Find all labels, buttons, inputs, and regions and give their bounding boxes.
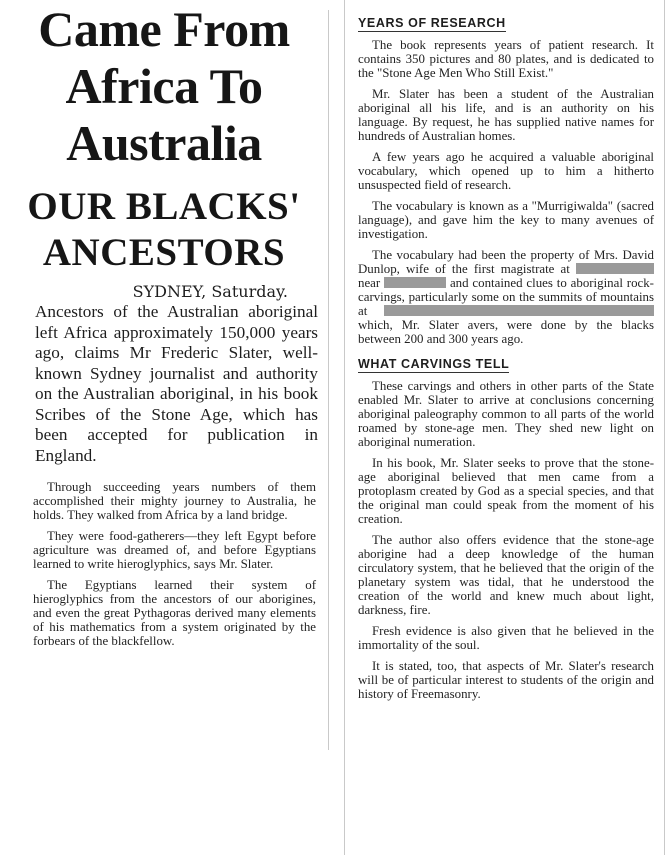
dateline: SYDNEY, Saturday. (132, 282, 288, 301)
right-column (352, 12, 664, 852)
section-heading-carvings: WHAT CARVINGS TELL (358, 357, 510, 371)
text-fragment: and contained clues to aboriginal rock-carvings, particularly some on the summits of mountains at (358, 276, 654, 318)
article-paragraph: The author also offers evidence that the stone-age aborigine had a deep knowledge of the human circulatory system, that he believed that the origin of the planetary system was tidal, that he understood the creation of the world and knew much about light, darkness, fire. (358, 533, 654, 617)
lead-paragraph: Ancestors of the Australian aboriginal left Africa approximately 150,000 years ago, claims Mr Frederic Slater, well-known Sydney journalist and authority on the Australian aboriginal, in his book Scribes of the Stone Age, which has been accepted for publication in England. (35, 302, 318, 465)
article-paragraph: In his book, Mr. Slater seeks to prove that the stone-age aboriginal believed that men came from a protoplasm created by God as a special species, and that the original man could speak from the moment of his creation. (358, 456, 654, 526)
clipping-edge-right (664, 0, 665, 855)
left-column (0, 0, 328, 760)
article-paragraph: A few years ago he acquired a valuable aboriginal vocabulary, which opened up to him a hitherto unsuspected field of research. (358, 150, 654, 192)
article-paragraph: Fresh evidence is also given that he believed in the immortality of the soul. (358, 624, 654, 652)
clipping-edge-left (328, 10, 329, 750)
clipping-edge-divider (344, 0, 345, 855)
section-heading-research: YEARS OF RESEARCH (358, 16, 506, 30)
text-fragment: The vocabulary had been the property of Mrs. David Dunlop, wife of the first magistrate at (358, 248, 654, 276)
article-paragraph: The vocabulary is known as a "Murrigiwalda" (sacred language), and gave him the key to many avenues of investigation. (358, 199, 654, 241)
article-paragraph: The book represents years of patient research. It contains 350 pictures and 80 plates, and is dedicated to the "Stone Age Men Who Still Exist." (358, 38, 654, 80)
headline: Came From Africa To Australia (38, 1, 290, 171)
article-paragraph: They were food-gatherers—they left Egypt before agriculture was dreamed of, and before Egyptians learned to write hieroglyphics, says Mr. Slater. (33, 529, 316, 571)
article-paragraph: Mr. Slater has been a student of the Australian aboriginal all his life, and is an authority on his language. By request, he has supplied native names for hundreds of Australian homes. (358, 87, 654, 143)
article-paragraph: These carvings and others in other parts of the State enabled Mr. Slater to arrive at conclusions concerning aboriginal paleography common to all parts of the world roamed by stone-age men. They shed new light on aboriginal numeration. (358, 379, 654, 449)
article-paragraph: It is stated, too, that aspects of Mr. Slater's research will be of particular interest to students of the origin and history of Freemasonry. (358, 659, 654, 701)
text-fragment: near (358, 276, 381, 290)
text-fragment: which, Mr. Slater avers, were done by the blacks between 200 and 300 years ago. (358, 318, 654, 346)
subheadline: OUR BLACKS' ANCESTORS (27, 185, 301, 274)
redaction-bar (384, 305, 654, 316)
redaction-bar (576, 263, 654, 274)
article-paragraph: Through succeeding years numbers of them accomplished their mighty journey to Australia, he holds. They walked from Africa by a land bridge. (33, 480, 316, 522)
article-paragraph: The Egyptians learned their system of hieroglyphics from the ancestors of our aborigines, and even the great Pythagoras derived many elements of his mathematics from a system originated by the forbears of the blackfellow. (33, 578, 316, 648)
article-paragraph-redacted (352, 248, 664, 346)
redaction-bar (384, 277, 446, 288)
